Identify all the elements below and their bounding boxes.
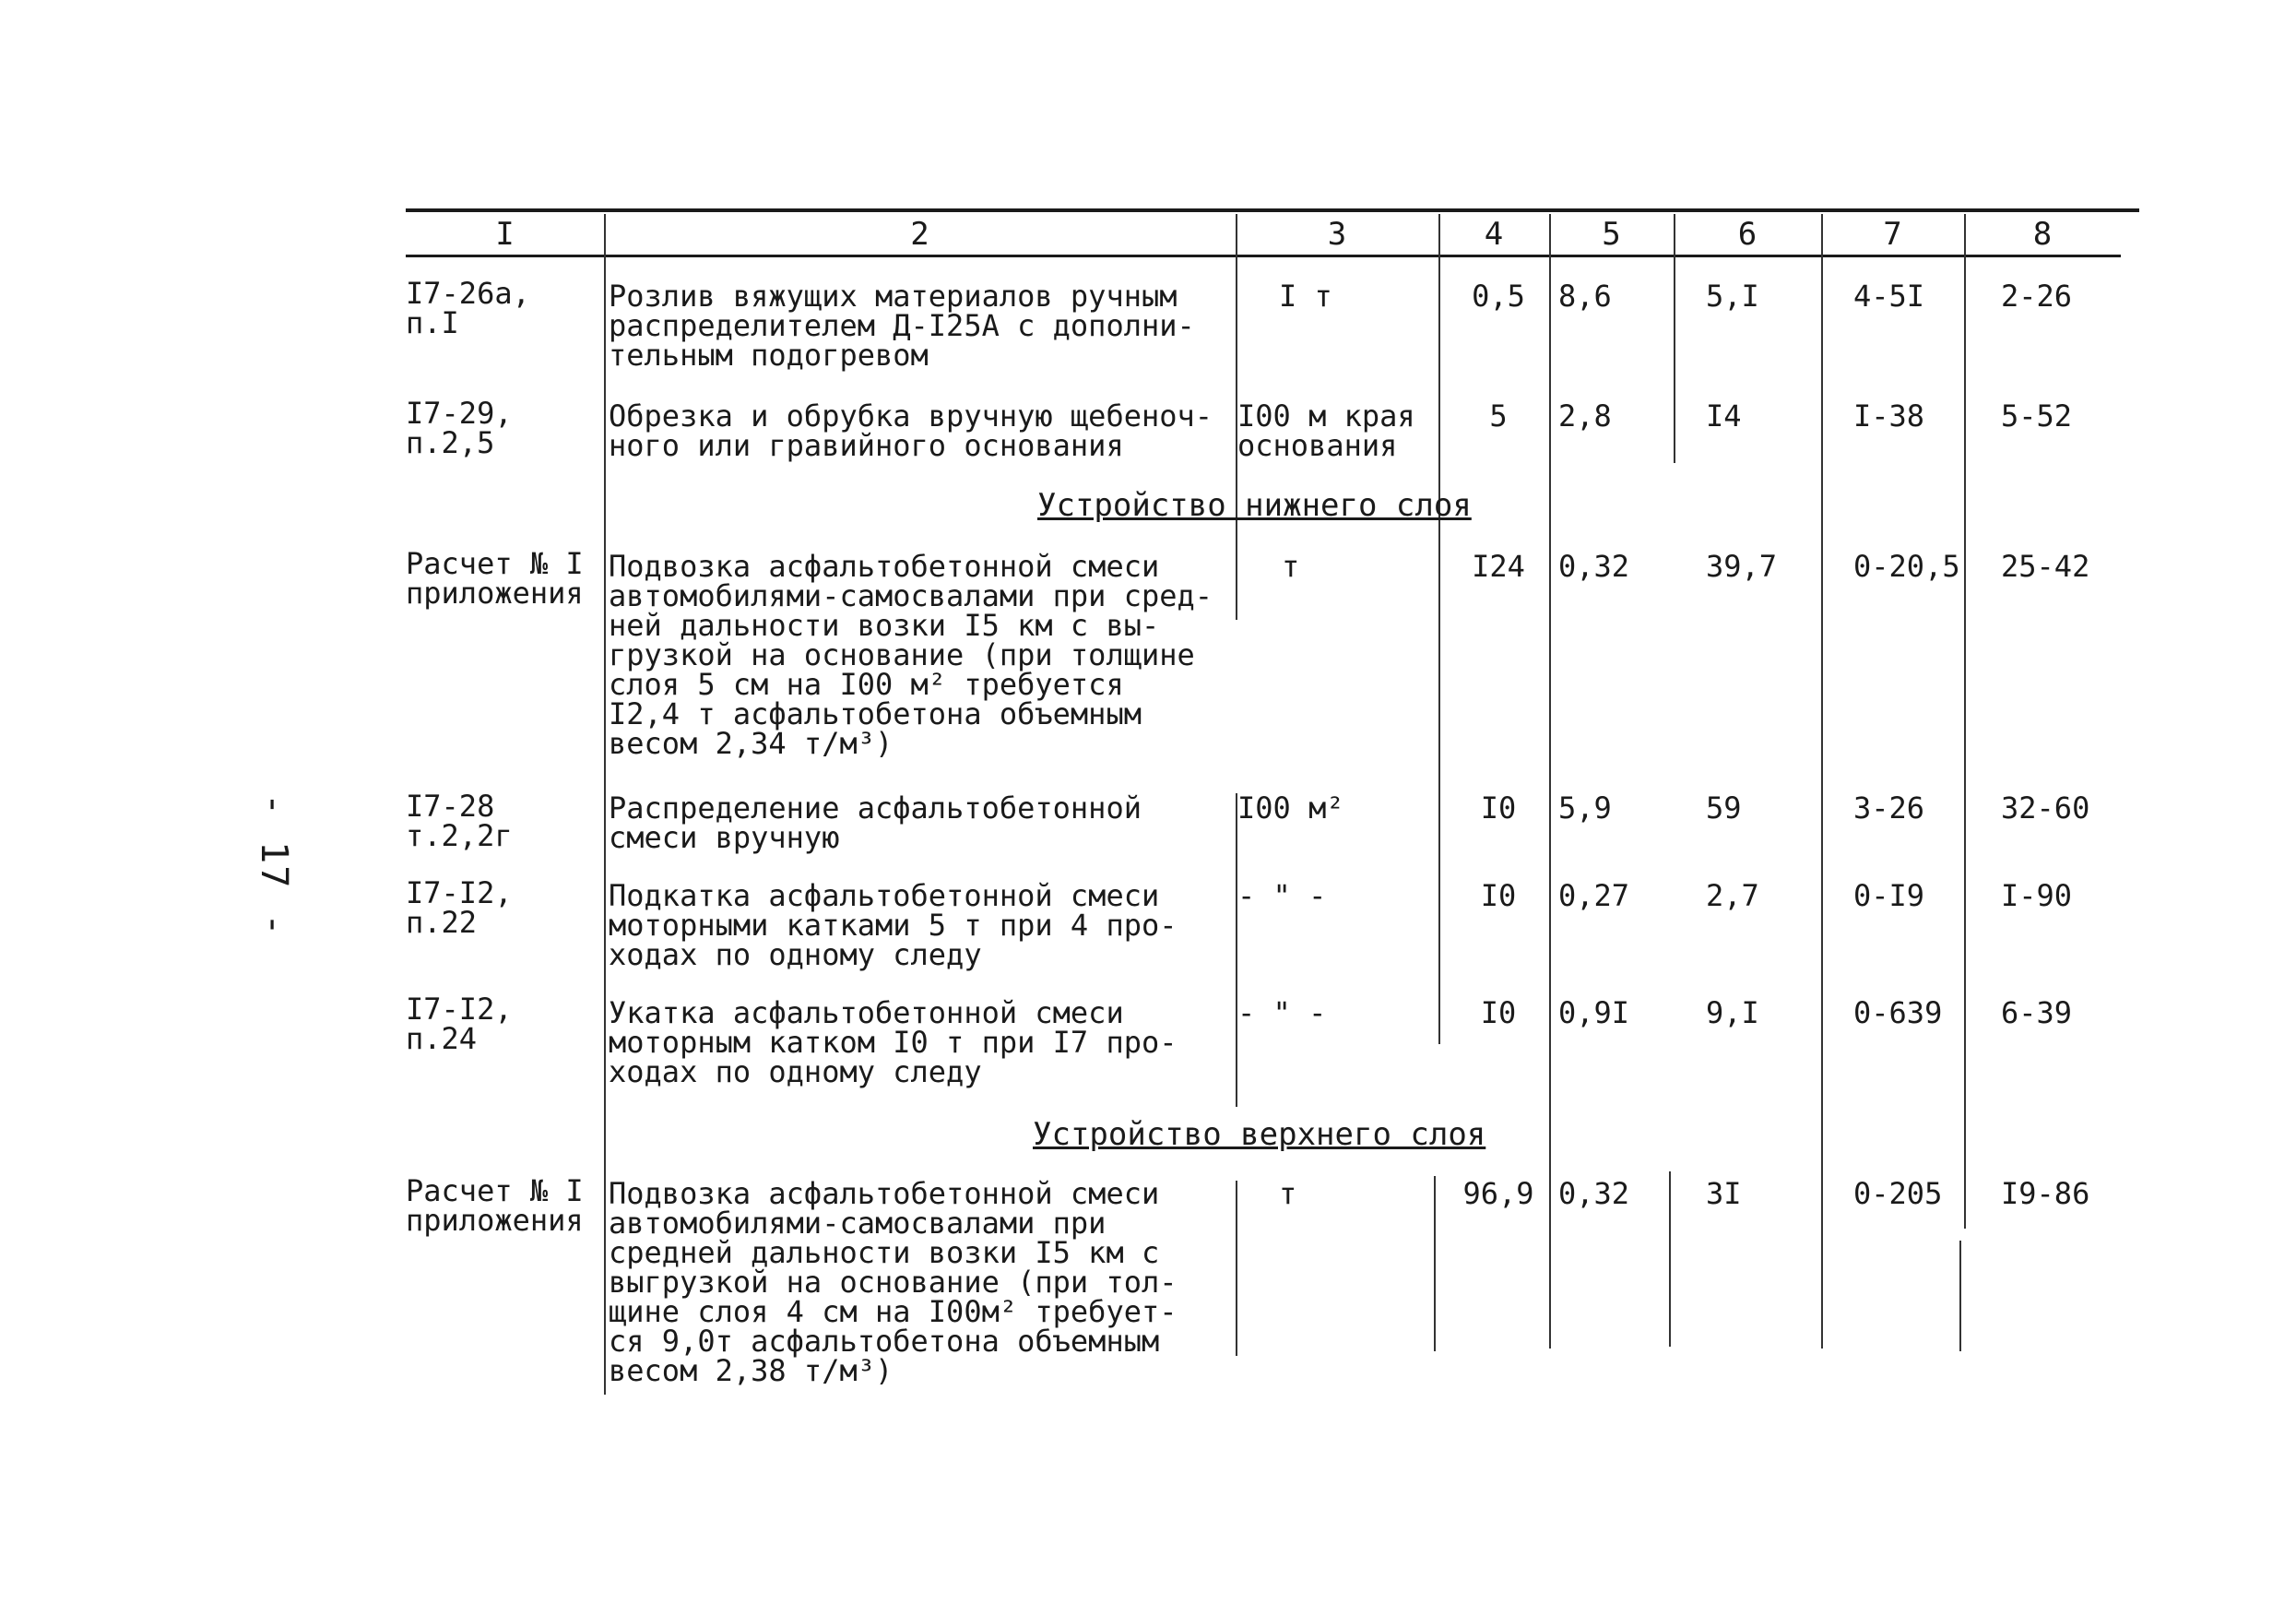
row-4-code: I7-28 т.2,2г [406, 789, 513, 853]
header-col-8: 8 [2032, 216, 2053, 253]
col-divider [1438, 214, 1440, 1044]
row-2-code: I7-29, п.2,5 [406, 396, 513, 460]
row-5-code: I7-I2, п.22 [406, 875, 513, 940]
header-col-2: 2 [910, 216, 929, 253]
row-3-col8: 25-42 [2001, 549, 2090, 584]
row-4-col8: 32-60 [2001, 790, 2090, 826]
row-2-description: Обрезка и обрубка вручную щебеноч- ного или гравийного основания [609, 398, 1213, 463]
row-6-col8: 6-39 [2001, 995, 2073, 1030]
row-1-unit: I т [1279, 279, 1332, 314]
col-divider [1236, 793, 1237, 1107]
header-col-3: 3 [1327, 216, 1347, 253]
row-2-col7: I-38 [1853, 398, 1925, 434]
row-1-col8: 2-26 [2001, 279, 2073, 314]
row-3-col6: 39,7 [1706, 549, 1778, 584]
row-4-col5: 5,9 [1558, 790, 1612, 826]
row-6-code: I7-I2, п.24 [406, 992, 513, 1056]
row-5-col7: 0-I9 [1853, 878, 1925, 913]
row-5-col8: I-90 [2001, 878, 2073, 913]
row-3-code: Расчет № I приложения [406, 546, 584, 611]
row-3-col4: I24 [1472, 549, 1525, 584]
row-2-col6: I4 [1706, 398, 1742, 434]
row-6-col7: 0-639 [1853, 995, 1943, 1030]
row-2-col4: 5 [1489, 398, 1508, 434]
row-3-col5: 0,32 [1558, 549, 1630, 584]
row-4-col7: 3-26 [1853, 790, 1925, 826]
row-5-description: Подкатка асфальтобетонной смеси моторными катками 5 т при 4 про- ходах по одному следу [609, 878, 1178, 972]
table-top-rule [406, 208, 2139, 212]
header-col-6: 6 [1737, 216, 1758, 253]
col-divider [1964, 214, 1966, 1229]
row-5-unit: - " - [1237, 878, 1327, 913]
row-5-col5: 0,27 [1558, 878, 1630, 913]
row-1-col7: 4-5I [1853, 279, 1925, 314]
row-6-col6: 9,I [1706, 995, 1759, 1030]
row-5-col6: 2,7 [1706, 878, 1759, 913]
header-col-5: 5 [1602, 216, 1621, 253]
col-divider [1959, 1241, 1961, 1351]
header-col-1: I [495, 216, 515, 253]
row-7-description: Подвозка асфальтобетонной смеси автомобилями-самосвалами при средней дальности возки I5 км с выгрузкой на основание (при тол- щине слоя 4 см на I00м² требует- ся 9,0т асфальтобетона объемным весом 2,38 т/м³) [609, 1176, 1178, 1388]
col-divider [604, 214, 606, 1395]
row-5-col4: I0 [1480, 878, 1517, 913]
section-lower-layer: Устройство нижнего слоя [1037, 487, 1472, 524]
header-col-7: 7 [1883, 216, 1902, 253]
row-1-code: I7-26а, п.I [406, 276, 530, 340]
row-4-unit: I00 м² [1237, 790, 1344, 826]
col-divider [1674, 214, 1675, 463]
row-1-description: Розлив вяжущих материалов ручным распределителем Д-I25А с дополни- тельным подогревом [609, 279, 1195, 373]
row-7-col5: 0,32 [1558, 1176, 1630, 1211]
header-col-4: 4 [1484, 216, 1504, 253]
row-4-col6: 59 [1706, 790, 1742, 826]
row-7-code: Расчет № I приложения [406, 1173, 584, 1238]
row-6-col5: 0,9I [1558, 995, 1630, 1030]
row-7-unit: т [1279, 1176, 1297, 1211]
row-2-unit: I00 м края основания [1237, 398, 1415, 463]
section-upper-layer: Устройство верхнего слоя [1033, 1116, 1486, 1153]
row-7-col7: 0-205 [1853, 1176, 1943, 1211]
row-6-col4: I0 [1480, 995, 1517, 1030]
row-7-col6: 3I [1706, 1176, 1742, 1211]
row-6-unit: - " - [1237, 995, 1327, 1030]
col-divider [1669, 1171, 1671, 1347]
row-3-description: Подвозка асфальтобетонной смеси автомобилями-самосвалами при сред- ней дальности возки I5 км с вы- грузкой на основание (при толщине слоя 5 см на I00 м² требуется I2,4 т асфальтобетона объемным весом 2,34 т/м³) [609, 549, 1213, 761]
row-4-description: Распределение асфальтобетонной смеси вручную [609, 790, 1142, 855]
col-divider [1549, 214, 1551, 1349]
row-2-col5: 2,8 [1558, 398, 1612, 434]
row-7-col8: I9-86 [2001, 1176, 2090, 1211]
page-number: - 17 - [253, 793, 295, 938]
row-7-col4: 96,9 [1462, 1176, 1534, 1211]
row-1-col6: 5,I [1706, 279, 1759, 314]
row-1-col4: 0,5 [1472, 279, 1525, 314]
row-6-description: Укатка асфальтобетонной смеси моторным катком I0 т при I7 про- ходах по одному следу [609, 995, 1178, 1089]
row-3-col7: 0-20,5 [1853, 549, 1960, 584]
row-1-col5: 8,6 [1558, 279, 1612, 314]
table-header-rule [406, 255, 2121, 257]
row-4-col4: I0 [1480, 790, 1517, 826]
row-2-col8: 5-52 [2001, 398, 2073, 434]
row-3-unit: т [1282, 549, 1300, 584]
